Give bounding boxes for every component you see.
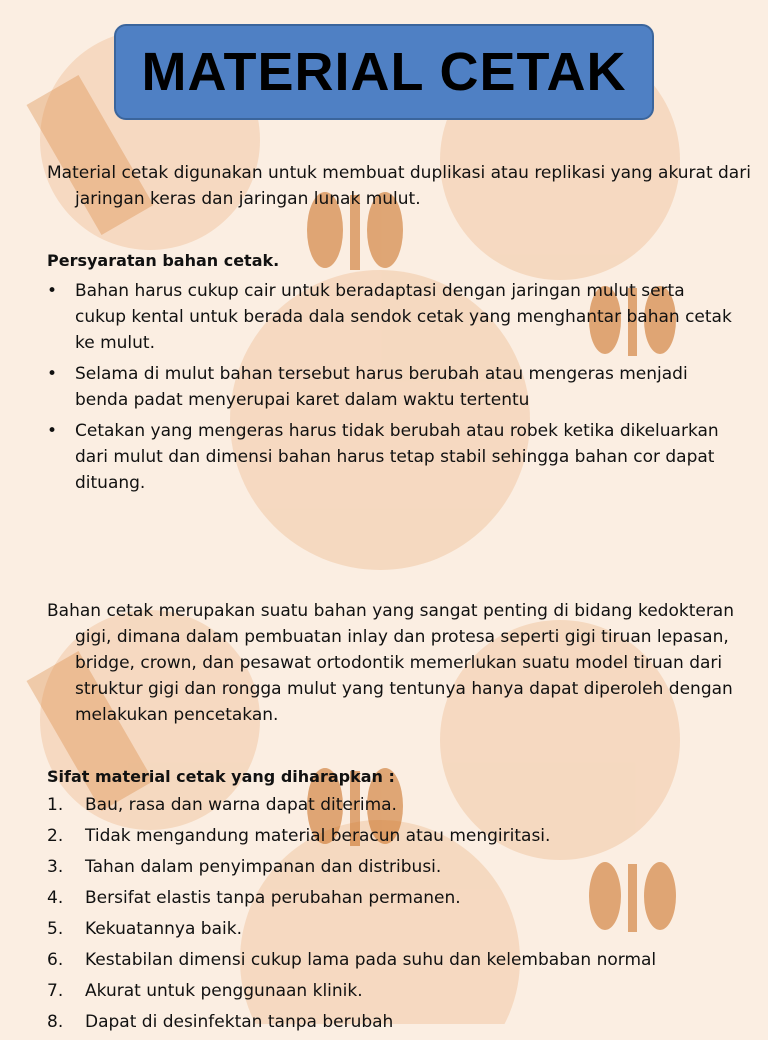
list-item-text: Tahan dalam penyimpanan dan distribusi.: [85, 857, 442, 877]
list-number: 4.: [47, 888, 64, 908]
list-item: [47, 916, 737, 942]
list-item-text: Kestabilan dimensi cukup lama pada suhu dan kelembaban normal: [85, 950, 657, 970]
list-item: [47, 792, 737, 818]
list-number: 1.: [47, 795, 64, 815]
list-number: 8.: [47, 1012, 64, 1032]
list-item-text: Bersifat elastis tanpa perubahan permanen.: [85, 888, 461, 908]
list-item-text: Akurat untuk penggunaan klinik.: [85, 981, 363, 1001]
list-item-text: Bahan harus cukup cair untuk beradaptasi dengan jaringan mulut serta cukup kental untuk berada dala sendok cetak yang menghantar bahan cetak ke mulut.: [75, 281, 732, 353]
intro-paragraph: Material cetak digunakan untuk membuat duplikasi atau replikasi yang akurat dari jaringan keras dan jaringan lunak mulut.: [47, 163, 751, 209]
properties-list: [47, 792, 737, 1040]
list-item: [47, 1009, 737, 1035]
properties-heading: Sifat material cetak yang diharapkan :: [47, 767, 395, 786]
bullet-icon: •: [47, 364, 58, 384]
list-number: 7.: [47, 981, 64, 1001]
bullet-icon: •: [47, 281, 58, 301]
list-item: [47, 885, 737, 911]
list-number: 5.: [47, 919, 64, 939]
list-item: [47, 361, 737, 413]
page-title: MATERIAL CETAK: [141, 42, 627, 102]
title-box: [114, 24, 654, 120]
slide-2: [0, 576, 768, 1032]
bullet-icon: •: [47, 421, 58, 441]
list-number: 3.: [47, 857, 64, 877]
list-item-text: Kekuatannya baik.: [85, 919, 242, 939]
list-item-text: Tidak mengandung material beracun atau mengiritasi.: [85, 826, 551, 846]
list-item-text: Selama di mulut bahan tersebut harus berubah atau mengeras menjadi benda padat menyerupai karet dalam waktu tertentu: [75, 364, 688, 410]
list-item-text: Cetakan yang mengeras harus tidak berubah atau robek ketika dikeluarkan dari mulut dan dimensi bahan harus tetap stabil sehingga bahan cor dapat dituang.: [75, 421, 719, 493]
list-number: 6.: [47, 950, 64, 970]
list-item: [47, 854, 737, 880]
list-item: [47, 418, 737, 496]
list-number: 2.: [47, 826, 64, 846]
list-item: [47, 278, 737, 356]
requirements-heading: Persyaratan bahan cetak.: [47, 251, 280, 270]
list-item-text: Dapat di desinfektan tanpa berubah: [85, 1012, 394, 1032]
list-item-text: Bau, rasa dan warna dapat diterima.: [85, 795, 397, 815]
intro-paragraph: Bahan cetak merupakan suatu bahan yang sangat penting di bidang kedokteran gigi, dimana dalam pembuatan inlay dan protesa seperti gigi tiruan lepasan, bridge, crown, dan pesawat ortodontik memerlukan suatu model tiruan dari struktur gigi dan rongga mulut yang tentunya hanya dapat diperoleh dengan melakukan pencetakan.: [47, 601, 734, 725]
requirements-list: [47, 278, 737, 501]
list-item: [47, 823, 737, 849]
list-item: [47, 947, 737, 973]
list-item: [47, 978, 737, 1004]
